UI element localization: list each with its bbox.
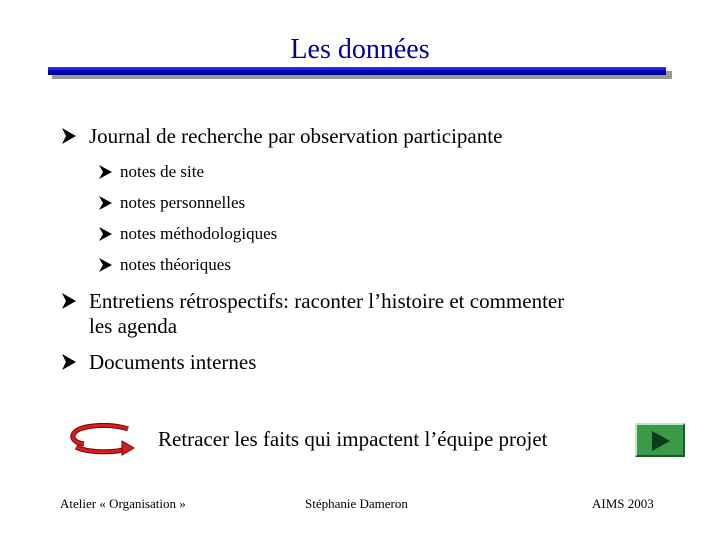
- arrowhead-bullet-icon: [98, 162, 113, 185]
- footer-left: Atelier « Organisation »: [60, 496, 186, 511]
- sub-bullet-text: notes théoriques: [120, 255, 231, 274]
- sub-bullet-text: notes méthodologiques: [120, 224, 278, 243]
- footer-right: AIMS 2003: [592, 496, 654, 511]
- title-underline: [48, 67, 666, 75]
- bullet-text: Documents internes: [89, 350, 257, 374]
- bullet-text: Entretiens rétrospectifs: raconter l’histoire et commenter: [89, 289, 565, 313]
- next-slide-button[interactable]: [635, 423, 685, 457]
- slide-title: Les données: [290, 34, 430, 65]
- bullet-text: Journal de recherche par observation participante: [89, 124, 503, 148]
- action-link-text[interactable]: Retracer les faits qui impactent l’équipe projet: [158, 427, 548, 451]
- arrowhead-bullet-icon: [98, 255, 113, 278]
- arrowhead-bullet-icon: [60, 289, 78, 317]
- footer-center: Stéphanie Dameron: [305, 496, 408, 511]
- cycle-arrow-icon[interactable]: [70, 423, 138, 462]
- sub-bullet-text: notes personnelles: [120, 193, 246, 212]
- play-icon: [650, 430, 672, 452]
- bullet-text-continuation: les agenda: [89, 314, 178, 338]
- sub-bullet-text: notes de site: [120, 162, 205, 181]
- arrowhead-bullet-icon: [60, 124, 78, 152]
- arrowhead-bullet-icon: [60, 350, 78, 378]
- arrowhead-bullet-icon: [98, 224, 113, 247]
- arrowhead-bullet-icon: [98, 193, 113, 216]
